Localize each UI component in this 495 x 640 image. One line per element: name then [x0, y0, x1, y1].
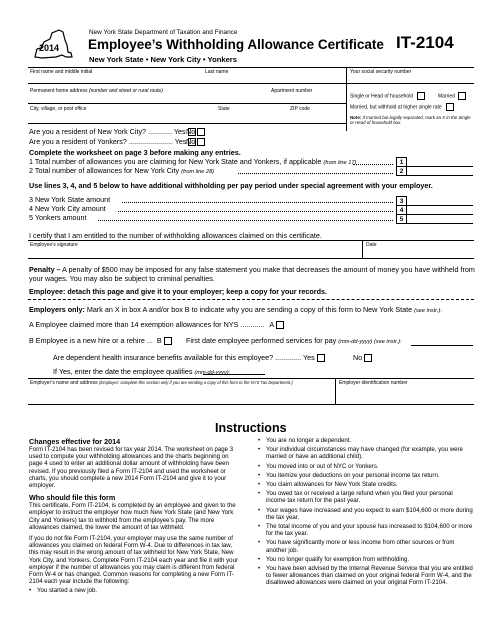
list-item: • You itemize your deductions on your personal income tax return.: [258, 472, 474, 479]
instructions-left-column: [29, 437, 241, 597]
yonkers-no-option: [186, 137, 205, 146]
home-address-field[interactable]: [30, 88, 163, 94]
employers-only-label: Employers only:: [29, 305, 85, 314]
list-item: • Your wages have increased and you expect to earn $104,600 or more during the tax year.: [258, 507, 474, 521]
nyc-no-checkbox[interactable]: [197, 128, 205, 136]
list-item: • You owed tax or received a large refund when you filed your personal income tax return for the past year.: [258, 490, 474, 504]
line2-label: [29, 166, 214, 177]
line5-number: 5: [396, 214, 407, 224]
health-no-checkbox[interactable]: [364, 354, 372, 362]
health-no-label: No: [353, 353, 363, 362]
home-address-hint: (number and street or rural route): [88, 88, 163, 94]
first-date-label: [186, 336, 402, 347]
box-a-text: A Employee claimed more than 14 exemption allowances for NYS ............: [29, 320, 265, 329]
instructions-right-column: [258, 437, 474, 589]
detach-instruction: Employee: detach this page and give it to your employer; keep a copy for your records.: [29, 287, 327, 296]
single-checkbox[interactable]: [417, 92, 425, 100]
date-field[interactable]: Date: [366, 242, 377, 248]
nys-logo: [32, 27, 74, 61]
instructions-title: Instructions: [215, 421, 287, 435]
right-bullet-list: [258, 437, 474, 587]
yonkers-no-checkbox[interactable]: [197, 138, 205, 146]
nyc-no-option: [186, 127, 205, 136]
box-b-letter: B: [156, 336, 162, 345]
employer-name-hint: (Employer: complete this section only if you are sending a copy of this form to the NYS Tax Department.): [99, 380, 293, 385]
list-item: • You no longer qualify for exemption from withholding.: [258, 556, 474, 563]
health-benefits-row: [53, 353, 325, 362]
list-item: • You started a new job.: [29, 587, 241, 594]
line3-entry[interactable]: [407, 205, 473, 206]
health-yes-label: Yes: [303, 353, 315, 362]
marital-married-higher: [350, 103, 454, 111]
list-item: • You claim allowances for New York State credits.: [258, 481, 474, 488]
line4-label: 4 New York City amount: [29, 204, 106, 213]
form-title: Employee’s Withholding Allowance Certificate: [88, 37, 384, 52]
line1-number: 1: [396, 157, 407, 167]
employers-only-intro: Mark an X in box A and/or box B to indicate why you are sending a copy of this form to New York State: [84, 305, 413, 314]
form-number: IT-2104: [396, 33, 454, 52]
city-field[interactable]: City, village, or post office: [30, 106, 87, 112]
zip-field[interactable]: ZIP code: [290, 106, 310, 112]
line2-text: 2 Total number of allowances for New York City: [29, 166, 180, 175]
first-date-hint: (mm-dd-yyyy) (see instr.):: [338, 339, 402, 345]
apartment-field[interactable]: Apartment number: [271, 88, 313, 94]
single-label: Single or Head of household: [350, 93, 414, 100]
worksheet-heading: Complete the worksheet on page 3 before making any entries.: [29, 148, 241, 157]
line3-number: 3: [396, 196, 407, 206]
line5-entry[interactable]: [407, 223, 473, 224]
signature-field[interactable]: Employee’s signature: [30, 242, 78, 248]
penalty-label: Penalty –: [29, 265, 61, 274]
line4-number: 4: [396, 205, 407, 215]
who-should-file-p1: This certificate, Form IT-2104, is completed by an employee and given to the employer to instruct the employer how much New York State (and New York City and Yonkers) tax to withhold from the employee’s pay. The more allowances claimed, the lower the amount of tax withheld.: [29, 502, 236, 531]
penalty-notice: [29, 265, 475, 283]
box-a-letter: A: [269, 320, 274, 329]
nyc-resident-question: Are you a resident of New York City? ............: [29, 127, 173, 136]
marital-married: [438, 92, 466, 100]
yonkers-resident-row: [29, 137, 196, 146]
first-date-text: First date employee performed services for pay: [186, 336, 337, 345]
penalty-text: A penalty of $500 may be imposed for any false statement you make that decreases the amount of money you have withheld from your wages. You may also be subject to criminal penalties.: [29, 265, 475, 283]
box-b-text: B Employee is a new hire or a rehire ...: [29, 336, 153, 345]
line1-entry[interactable]: [407, 166, 473, 167]
employer-box-b: [29, 336, 172, 345]
married-checkbox[interactable]: [458, 92, 466, 100]
line3-label: 3 New York State amount: [29, 195, 111, 204]
line1-ref: (from line 17): [323, 160, 357, 166]
marital-single: [350, 92, 425, 100]
married-higher-checkbox[interactable]: [446, 103, 454, 111]
first-date-entry[interactable]: [411, 345, 473, 346]
qualify-date-entry[interactable]: [203, 374, 265, 375]
changes-text: Form IT-2104 has been revised for tax year 2014. The worksheet on page 3 used to compute your withholding allowances and the charts beginning on page 4 used to enter an additional dollar amount of withholding have been revised. If you previously filed a Form IT-2104 and used the worksheet or charts, you should complete a new 2014 Form IT-2104 and give it to your employer.: [29, 446, 234, 490]
changes-heading: Changes effective for 2014: [29, 437, 121, 446]
ein-field[interactable]: Employer identification number: [339, 380, 408, 386]
agency-name: New York State Department of Taxation and Finance: [89, 29, 238, 36]
employers-only-ref: (see instr.):: [414, 308, 442, 314]
line2-ref: (from line 28): [181, 169, 215, 175]
employer-name-address-field[interactable]: [30, 380, 293, 386]
line5-label: 5 Yonkers amount: [29, 213, 87, 222]
yonkers-yes-label: Yes: [174, 137, 187, 146]
list-item: • You moved into or out of NYC or Yonkers.: [258, 463, 474, 470]
line4-entry[interactable]: [407, 214, 473, 215]
list-item: • You have significantly more or less income from other sources or from another job.: [258, 539, 474, 553]
employers-only-heading: [29, 305, 442, 316]
list-item: • Your individual circumstances may have changed (for example, you were married or have an additional child).: [258, 446, 474, 460]
yonkers-resident-question: Are you a resident of Yonkers? ......................: [29, 137, 173, 146]
health-yes-checkbox[interactable]: [317, 354, 325, 362]
left-bullet-list: [29, 587, 241, 594]
note-label: Note:: [350, 115, 362, 120]
form-subtitle: New York State • New York City • Yonkers: [89, 55, 237, 64]
employer-box-a: [29, 320, 284, 329]
married-higher-label: Married, but withhold at higher single rate: [350, 104, 442, 111]
marital-note: [350, 115, 472, 126]
nyc-yes-label: Yes: [173, 127, 186, 136]
last-name-field[interactable]: Last name: [205, 69, 229, 75]
list-item: • You have been advised by the Internal Revenue Service that you are entitled to fewer allowances than claimed on your original federal Form W-4, and the disallowed allowances were claimed on your original Form IT-2104.: [258, 565, 474, 587]
certification-text: I certify that I am entitled to the number of withholding allowances claimed on this certificate.: [29, 231, 322, 240]
yonkers-no-label: No: [186, 137, 196, 146]
who-should-file-p2: If you do not file Form IT-2104, your employer may use the same number of allowances you claimed on federal Form W-4. Due to differences in tax law, this may result in the wrong amount of tax withheld for New York State, New York City, and Yonkers. Complete Form IT-2104 each year and file it with your employer if the number of allowances you may claim is different from federal Form W-4 or has changed. Common reasons for completing a new Form IT-2104 each year include the following:: [29, 535, 238, 586]
line2-number: 2: [396, 166, 407, 176]
first-name-field[interactable]: First name and middle initial: [30, 69, 93, 75]
health-no-option: [353, 353, 372, 362]
qualify-text: If Yes, enter the date the employee qualifies: [53, 367, 193, 376]
married-label: Married: [438, 93, 455, 100]
nyc-resident-row: [29, 127, 196, 136]
employer-name-label: Employer’s name and address: [30, 380, 98, 386]
box-b-checkbox[interactable]: [164, 337, 172, 345]
qualify-hint: (mm-dd-yyyy):: [194, 370, 231, 376]
ssn-field[interactable]: Your social security number: [350, 69, 412, 75]
state-field[interactable]: State: [218, 106, 230, 112]
additional-withholding-heading: Use lines 3, 4, and 5 below to have additional withholding per pay period under special agreement with your employer.: [29, 181, 433, 190]
qualify-date-label: [53, 367, 230, 378]
list-item: • You are no longer a dependent.: [258, 437, 474, 444]
who-should-file-heading: Who should file this form: [29, 493, 116, 503]
note-text: If married but legally separated, mark an X in the Single or Head of household box.: [350, 115, 471, 126]
line2-entry[interactable]: [407, 175, 473, 176]
form-year: 2014: [39, 43, 60, 53]
nyc-no-label: No: [186, 127, 196, 136]
health-benefits-question: Are dependent health insurance benefits available for this employee? .............: [53, 353, 302, 362]
line1-text: 1 Total number of allowances you are claiming for New York State and Yonkers, if applicable: [29, 157, 322, 166]
box-a-checkbox[interactable]: [276, 321, 284, 329]
home-address-label: Permanent home address: [30, 88, 88, 94]
list-item: • The total income of you and your spouse has increased to $104,600 or more for the tax year.: [258, 523, 474, 537]
